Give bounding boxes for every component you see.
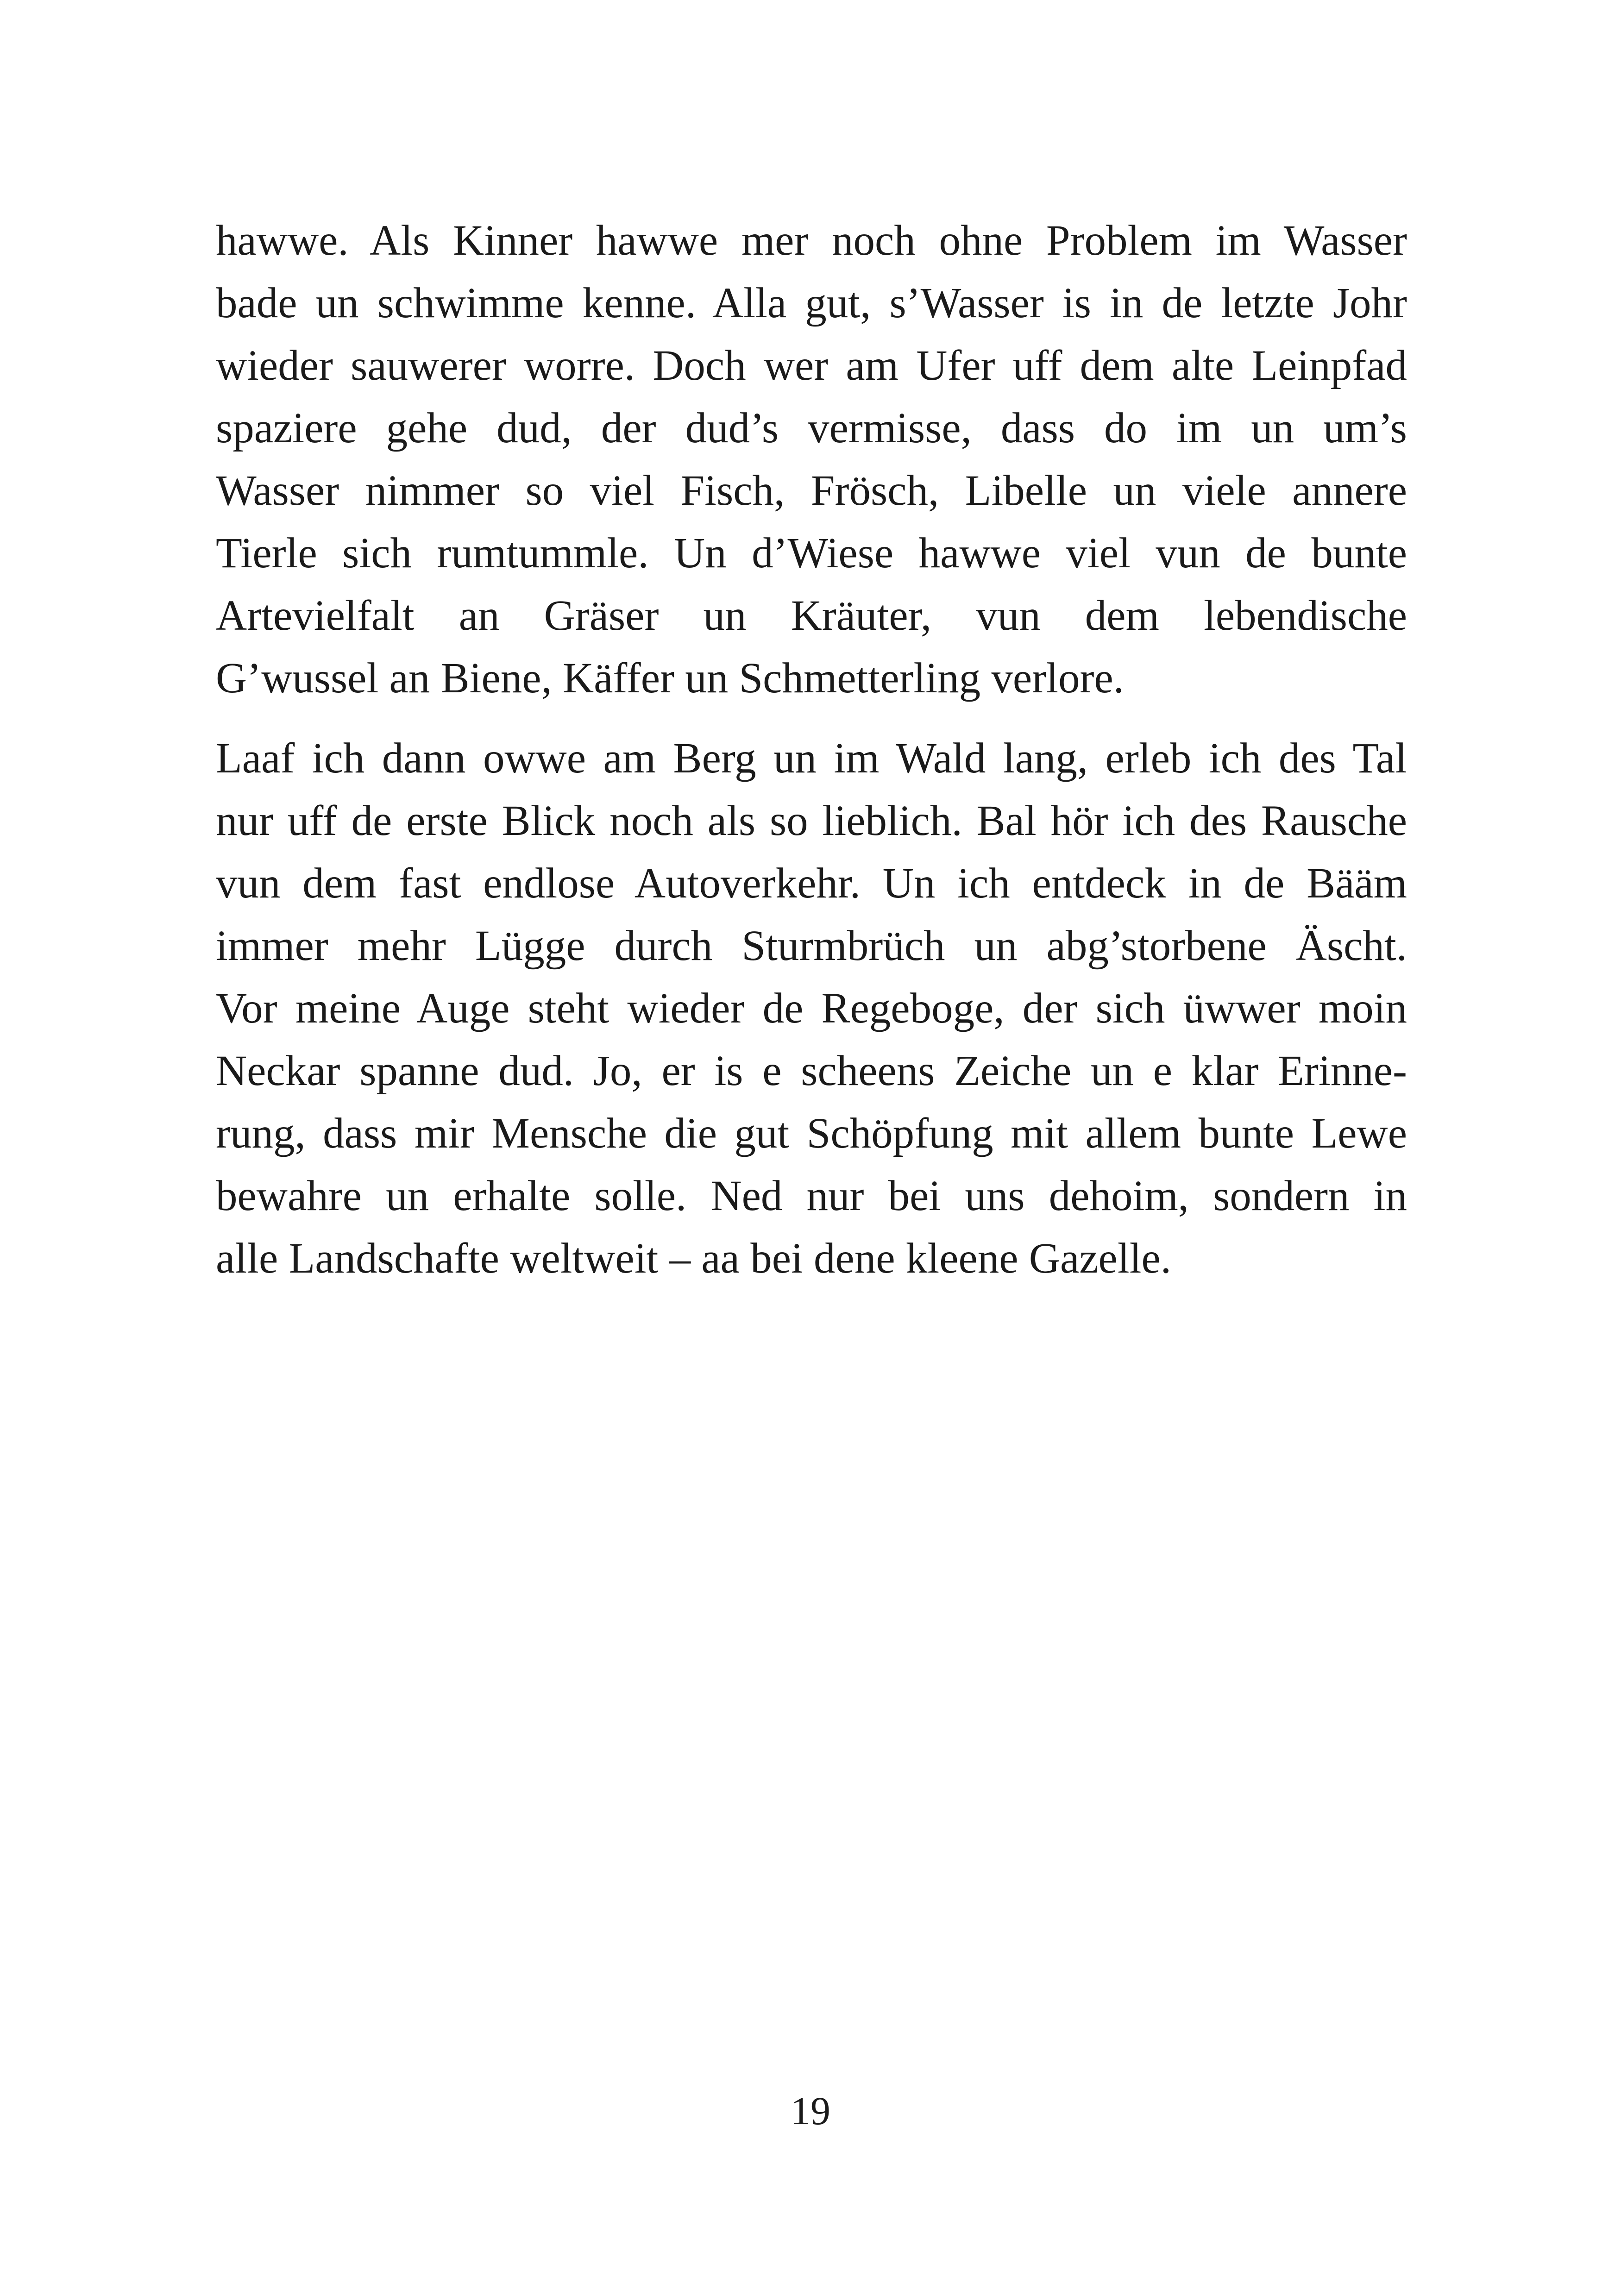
text-line: Artevielfalt an Gräser un Kräuter, vun dem lebendische [216, 592, 1407, 640]
paragraph-2 [216, 727, 1407, 1290]
text-line: hawwe. Als Kinner hawwe mer noch ohne Problem im Wasser [216, 217, 1407, 264]
text-line: rung, dass mir Mensche die gut Schöpfung mit allem bunte Lewe [216, 1110, 1407, 1157]
text-line: spaziere gehe dud, der dud’s vermisse, dass do im un um’s [216, 404, 1407, 452]
text-line: bade un schwimme kenne. Alla gut, s’Wasser is in de letzte Johr [216, 279, 1407, 327]
text-line: vun dem fast endlose Autoverkehr. Un ich entdeck in de Bääm [216, 859, 1407, 907]
paragraph-1 [216, 209, 1407, 709]
text-line: bewahre un erhalte solle. Ned nur bei uns dehoim, sondern in [216, 1172, 1407, 1220]
text-line: wieder sauwerer worre. Doch wer am Ufer uff dem alte Leinpfad [216, 342, 1407, 389]
body-text [216, 209, 1407, 1290]
text-line: Laaf ich dann owwe am Berg un im Wald lang, erleb ich des Tal [216, 734, 1407, 782]
text-line: G’wussel an Biene, Käffer un Schmetterling verlore. [216, 654, 1124, 702]
text-line: Vor meine Auge steht wieder de Regeboge, der sich üwwer moin [216, 985, 1407, 1032]
text-line: alle Landschafte weltweit – aa bei dene kleene Gazelle. [216, 1235, 1171, 1282]
page-number: 19 [791, 2089, 830, 2133]
text-line: Neckar spanne dud. Jo, er is e scheens Zeiche un e klar Erinne- [216, 1047, 1407, 1095]
text-line: Wasser nimmer so viel Fisch, Frösch, Libelle un viele annere [216, 467, 1407, 514]
text-line: Tierle sich rumtummle. Un d’Wiese hawwe viel vun de bunte [216, 529, 1407, 577]
text-line: immer mehr Lügge durch Sturmbrüch un abg’storbene Äscht. [216, 922, 1407, 970]
text-line: nur uff de erste Blick noch als so lieblich. Bal hör ich des Rausche [216, 797, 1407, 845]
